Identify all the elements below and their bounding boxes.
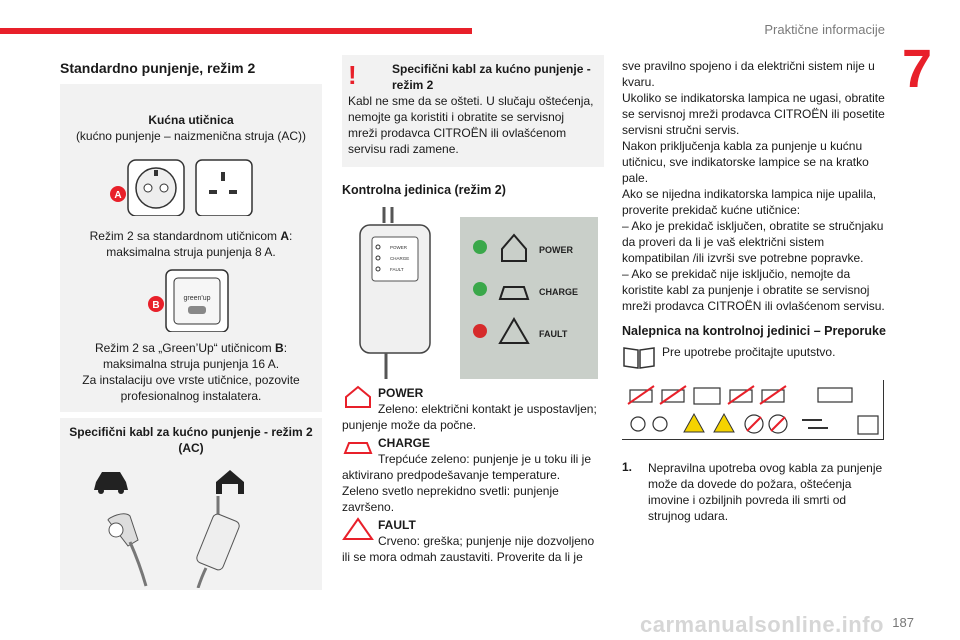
list-number: 1. [622, 460, 633, 474]
power-title: POWER [378, 386, 424, 400]
charge-title: CHARGE [378, 436, 431, 450]
charge-text-1: Trepćuće zeleno: punjenje je u toku ili je aktivirano predpodešavanje temperature. [342, 452, 592, 482]
fault-item [342, 517, 604, 565]
legend-fault: FAULT [539, 329, 568, 339]
list-item [622, 460, 890, 524]
warning-triangle-icon [342, 517, 374, 541]
badge-a-label: A [114, 190, 122, 201]
car-icon [94, 472, 128, 494]
mode-b-text: Režim 2 sa „Green’Up“ utičnicom B: maksimalna struja punjenja 16 A. [94, 341, 288, 371]
middle-column [342, 55, 604, 565]
unit-label-fault: FAULT [390, 267, 404, 272]
header-accent-bar [0, 28, 472, 34]
box-title: Specifični kabl za kućno punjenje - režim 2 (AC) [69, 425, 313, 455]
book-icon [622, 344, 656, 370]
paragraph: Ukoliko se indikatorska lampica ne ugasi, obratite se servisnoj mreži prodavca CITROËN ili posetite servisni stručni servis. [622, 91, 885, 137]
warning-box [342, 55, 604, 167]
greenup-logo-text: green'up [183, 295, 211, 302]
home-icon [342, 385, 374, 409]
power-item [342, 385, 604, 433]
fault-led [473, 324, 487, 338]
house-icon [216, 470, 244, 494]
warning-title: Specifični kabl za kućno punjenje - režim 2 [392, 62, 591, 92]
page-number: 187 [892, 615, 914, 630]
paragraph: sve pravilno spojeno i da električni sistem nije u kvaru. [622, 59, 875, 89]
paragraph: Nakon priključenja kabla za punjenje u kućnu utičnicu, sve indikatorske lampice se na kratko pale. [622, 139, 869, 185]
fault-text: Crveno: greška; punjenje nije dozvoljeno ili se mora odmah zaustaviti. Proverite da li je [342, 534, 595, 564]
legend-power: POWER [539, 245, 574, 255]
running-header: Praktične informacije [764, 22, 885, 37]
car-icon [342, 435, 374, 459]
power-led [473, 240, 487, 254]
install-note: Za instalaciju ove vrste utičnice, pozovite profesionalnog instalatera. [82, 373, 300, 403]
list-text: Nepravilna upotreba ovog kabla za punjenje može da dovede do požara, oštećenja imovine i ozbiljnih povreda ili smrti od strujnog udara. [648, 461, 883, 523]
box-title: Kućna utičnica [148, 113, 234, 127]
right-column [622, 58, 890, 524]
box-subtitle: (kućno punjenje – naizmenična struja (AC)) [75, 129, 307, 143]
sticker-icons [622, 380, 884, 440]
paragraph: – Ako je prekidač isključen, obratite se stručnjaku da proveri da li je vaš električni sistem kompatibilan /ili izvrši sve potrebne popravke. [622, 219, 884, 265]
unit-label-charge: CHARGE [390, 256, 410, 261]
charging-cable-illustration [68, 460, 314, 588]
charge-item [342, 435, 604, 515]
left-column [60, 60, 322, 590]
chapter-number: 7 [901, 39, 932, 99]
paragraph: Ako se nijedna indikatorska lampica nije upalila, proverite prekidač kućne utičnice: [622, 187, 877, 217]
charge-text-2: Zeleno svetlo neprekidno svetli: punjenje završeno. [342, 484, 559, 514]
paragraph: – Ako se prekidač nije isključio, nemojte da koristite kabl za punjenje i obratite se servisnoj mreži prodavca CITROËN ili ovlašćenom servisu. [622, 267, 885, 313]
standard-socket-illustration [66, 154, 316, 216]
sticker-icons-panel [622, 380, 884, 440]
home-socket-box [60, 84, 322, 412]
warning-icon: ! [348, 60, 357, 90]
power-text: Zeleno: električni kontakt je uspostavljen; punjenje može da počne. [342, 402, 597, 432]
control-unit-illustration [342, 207, 604, 379]
charging-cable-box [60, 418, 322, 590]
mode-a-text: Režim 2 sa standardnom utičnicom A: maksimalna struja punjenja 8 A. [89, 229, 293, 259]
watermark: carmanualsonline.info [640, 612, 884, 637]
control-unit-title: Kontrolna jedinica (režim 2) [342, 183, 506, 197]
legend-charge: CHARGE [539, 287, 579, 297]
fault-title: FAULT [378, 518, 416, 532]
sticker-title: Nalepnica na kontrolnoj jedinici – Preporuke [622, 324, 886, 338]
manual-note [622, 344, 890, 370]
badge-b-label: B [152, 300, 160, 311]
charge-led [473, 282, 487, 296]
greenup-socket-illustration [66, 266, 316, 332]
warning-body: Kabl ne sme da se ošteti. U slučaju oštećenja, nemojte ga koristiti i obratite se servisnoj mreži prodavca CITROËN ili ovlašćenom servisu radi zamene. [348, 94, 594, 156]
section-title: Standardno punjenje, režim 2 [60, 60, 256, 76]
unit-label-power: POWER [390, 245, 408, 250]
manual-text: Pre upotrebe pročitajte uputstvo. [662, 345, 836, 359]
